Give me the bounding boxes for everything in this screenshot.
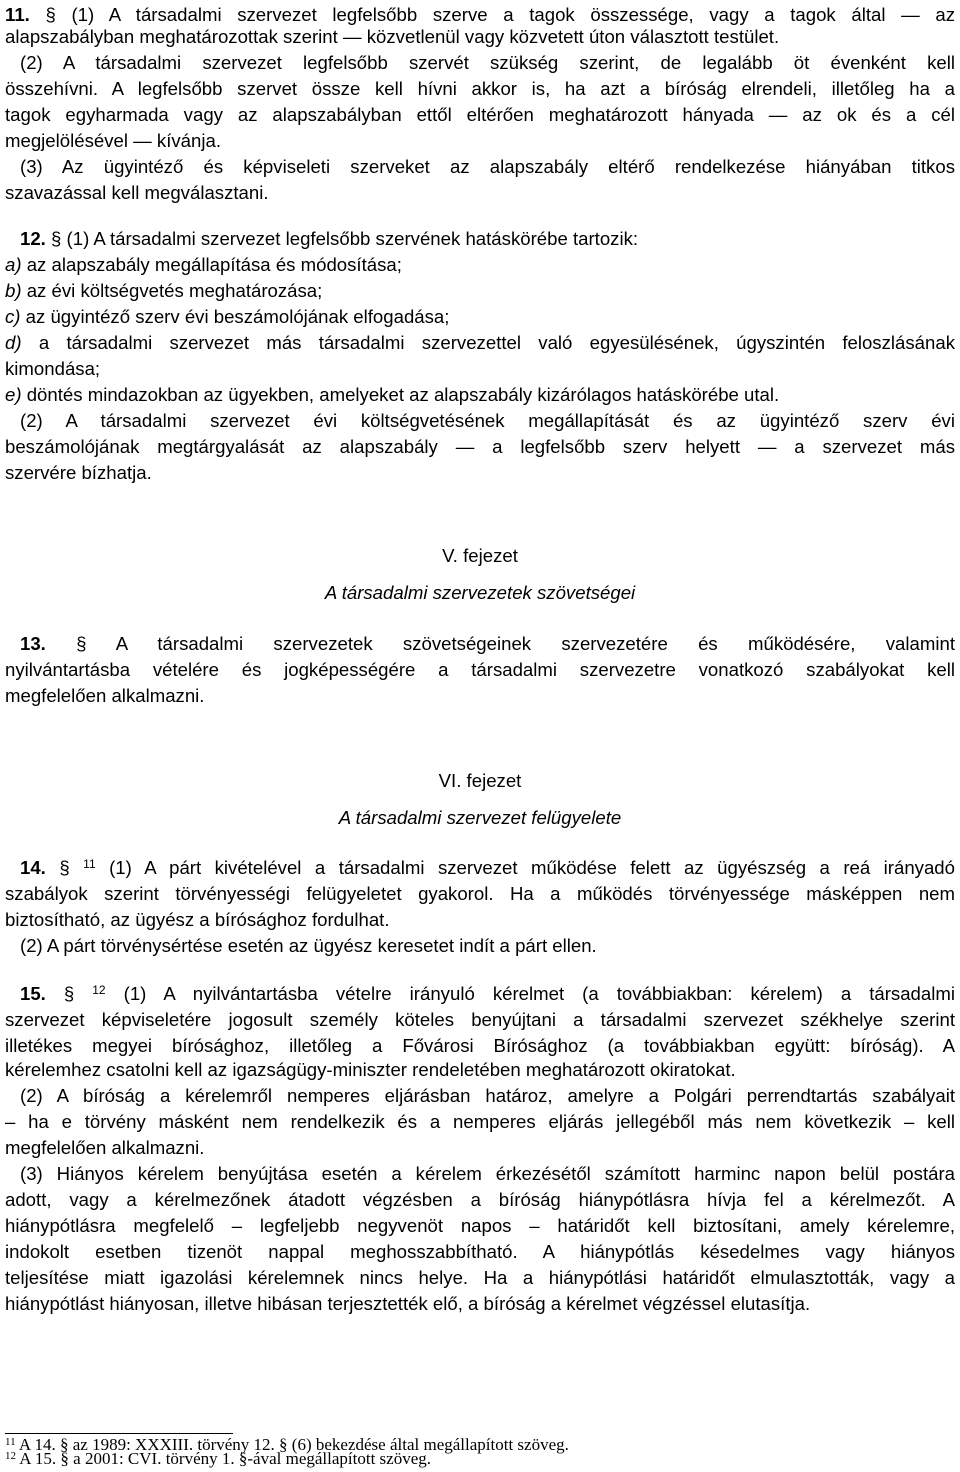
text-line: 11. § (1) A társadalmi szervezet legfelsőbb szerve a tagok összessége, vagy a tagok által — az (5, 4, 955, 25)
text-line: alapszabályban meghatározottak szerint — közvetlenül vagy közvetett úton választott testület. (5, 26, 780, 47)
text-line: kérelemhez csatolni kell az igazságügy-miniszter rendeletében meghatározott okiratokat. (5, 1059, 736, 1080)
text-line: megfelelően alkalmazni. (5, 685, 205, 706)
text-line: adott, vagy a kérelmezőnek átadott végzésben a bíróság hiánypótlásra hívja fel a kérelmezőt. A (5, 1189, 955, 1210)
text-line: b) az évi költségvetés meghatározása; (5, 280, 323, 301)
text-line: (3) Az ügyintéző és képviseleti szerveket az alapszabály eltérő rendelkezése hiányában titkos (20, 156, 955, 177)
footnote: $^{12}$ A 15. § a 2001: CVI. törvény 1. §-ával megállapított szöveg. (5, 1449, 432, 1468)
text-line: A társadalmi szervezet felügyelete (338, 807, 622, 828)
text-line: tagok egyharmada vagy az alapszabályban ettől eltérően meghatározott hányada — az ok és a cél (5, 104, 955, 125)
text-line: (2) A társadalmi szervezet évi költségvetésének megállapítását és az ügyintéző szerv évi (20, 410, 955, 431)
text-line: teljesítése miatt igazolási kérelemnek nincs helye. Ha a hiánypótlási határidőt elmulasztották, vagy a (5, 1267, 955, 1288)
text-line: (2) A társadalmi szervezet legfelsőbb szervét szükség szerint, de legalább öt évenként kell (20, 52, 955, 73)
text-line: a) az alapszabály megállapítása és módosítása; (5, 254, 402, 275)
text-line: 12. § (1) A társadalmi szervezet legfelsőbb szervének hatáskörébe tartozik: (20, 228, 639, 249)
text-line: szervére bízhatja. (5, 462, 152, 483)
text-line: c) az ügyintéző szerv évi beszámolójának elfogadása; (5, 306, 450, 327)
text-line: szavazással kell megválasztani. (5, 182, 269, 203)
text-line: – ha e törvény másként nem rendelkezik és a nemperes eljárás jellegéből más nem következik – kell (5, 1111, 955, 1132)
text-line: V. fejezet (442, 545, 518, 566)
text-line: 13. § A társadalmi szervezetek szövetségeinek szervezetére és működésére, valamint (20, 633, 955, 654)
text-line: biztosítható, az ügyész a bírósághoz fordulhat. (5, 909, 390, 930)
text-line: (2) A párt törvénysértése esetén az ügyész keresetet indít a párt ellen. (20, 935, 597, 956)
text-line: szabályok szerint törvényességi felügyeletet gyakorol. Ha a működés törvényessége másképpen nem (5, 883, 955, 904)
text-line: d) a társadalmi szervezet más társadalmi szervezettel való egyesülésének, úgyszintén feloszlásának (5, 332, 955, 353)
text-line: nyilvántartásba vételére és jogképességére a társadalmi szervezetre vonatkozó szabályokat kell (5, 659, 955, 680)
text-line: VI. fejezet (438, 770, 522, 791)
text-line: 14. § $^{11}$ (1) A párt kivételével a társadalmi szervezet működése felett az ügyészség a reá irányadó (20, 857, 955, 878)
text-line: indokolt esetben tizenöt nappal meghosszabbítható. A hiánypótlás késedelmes vagy hiányos (5, 1241, 955, 1262)
text-line: megfelelően alkalmazni. (5, 1137, 205, 1158)
text-line: kimondása; (5, 358, 101, 379)
text-line: 15. § $^{12}$ (1) A nyilvántartásba vételre irányuló kérelmet (a továbbiakban: kérelem) a társadalmi (20, 983, 955, 1004)
text-line: összehívni. A legfelsőbb szervet össze kell hívni akkor is, ha azt a bíróság elrendeli, illetőleg ha a (5, 78, 955, 99)
text-line: (2) A bíróság a kérelemről nemperes eljárásban határoz, amelyre a Polgári perrendtartás szabályait (20, 1085, 955, 1106)
text-line: hiánypótlásra megfelelő – legfeljebb negyvenöt napos – határidőt kell biztosítani, amely kérelemre, (5, 1215, 955, 1236)
text-line: beszámolójának megtárgyalását az alapszabály — a legfelsőbb szerv helyett — a szervezet más (5, 436, 955, 457)
text-line: hiánypótlást hiányosan, illetve hibásan terjesztették elő, a bíróság a kérelmet végzéssel elutasítja. (5, 1293, 811, 1314)
text-line: szervezet képviseletére jogosult személy köteles benyújtani a társadalmi szervezet székhelye szerint (5, 1009, 955, 1030)
text-line: A társadalmi szervezetek szövetségei (324, 582, 636, 603)
text-line: megjelölésével — kívánja. (5, 130, 221, 151)
text-line: e) döntés mindazokban az ügyekben, amelyeket az alapszabály kizárólagos hatáskörébe utal. (5, 384, 780, 405)
text-line: illetékes megyei bírósághoz, illetőleg a Fővárosi Bírósághoz (a továbbiakban együtt: bíróság). A (5, 1035, 955, 1056)
text-line: (3) Hiányos kérelem benyújtása esetén a kérelem érkezésétől számított harminc napon belül postára (20, 1163, 955, 1184)
footnote: $^{11}$ A 14. § az 1989: XXXIII. törvény 12. § (6) bekezdése által megállapított szöveg. (5, 1435, 569, 1454)
